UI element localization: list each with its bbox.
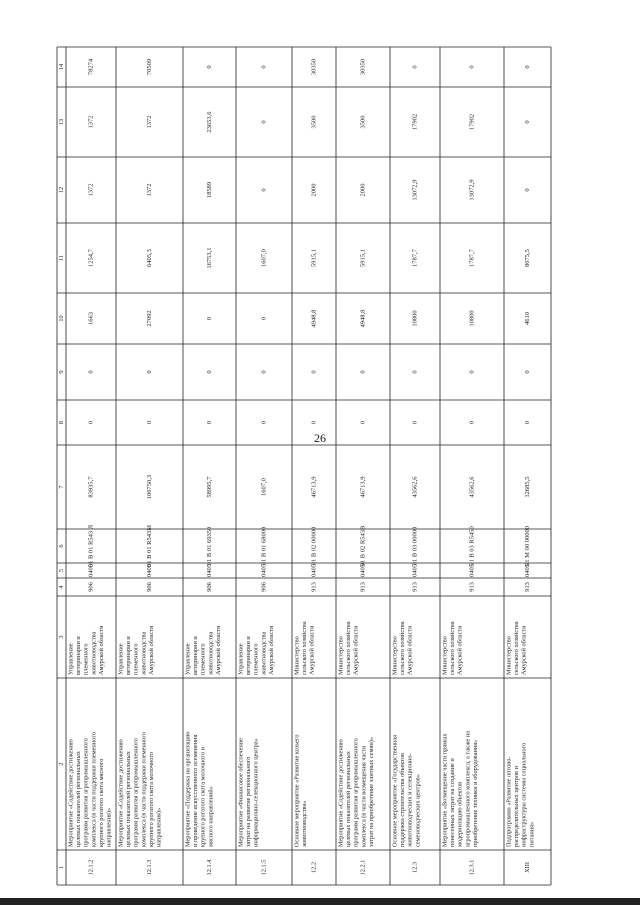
cell-c11: 5915,1 bbox=[359, 249, 367, 267]
row-executor-line: Амурской области bbox=[520, 625, 528, 675]
row-name-line: программ развития агропромышленного bbox=[352, 738, 360, 847]
cell-c11: 1787,7 bbox=[411, 249, 419, 267]
cell-c11: 1254,7 bbox=[87, 249, 95, 267]
row-name-line: комплекса (в части поддержки племенного bbox=[90, 732, 98, 847]
row-executor-line: Амурской области bbox=[406, 625, 414, 675]
cell-c6: 01 М 00 00000 bbox=[523, 526, 531, 566]
cell-c9: 0 bbox=[411, 370, 419, 374]
cell-c5: 0405 bbox=[468, 564, 476, 577]
cell-c6: 01 В 01 R543 Л bbox=[87, 524, 95, 568]
row-executor-line: сельского хозяйства bbox=[449, 621, 457, 675]
cell-c8: 0 bbox=[310, 420, 318, 425]
column-number-8: 8 bbox=[57, 420, 65, 425]
cell-c12: 13072,9 bbox=[411, 179, 419, 201]
row-name-line: животноводческих и селекционно- bbox=[406, 753, 414, 847]
row-name-line: Мероприятие «Возмещение части прямых bbox=[441, 733, 449, 847]
row-executor-line: сельского хозяйства bbox=[345, 621, 353, 675]
column-number-7: 7 bbox=[57, 485, 65, 489]
row-name-line: Мероприятие «Финансовое обеспечение bbox=[237, 738, 245, 847]
row-executor-line: Управление bbox=[117, 643, 125, 675]
row-name-line: Мероприятие «Поддержка на организацию bbox=[184, 731, 192, 847]
column-number-13: 13 bbox=[57, 118, 65, 126]
row-executor-line: Министерство bbox=[505, 636, 513, 675]
cell-c4: 906 bbox=[260, 582, 268, 592]
row-name-line: крупного рогатого скота молочного и bbox=[199, 747, 207, 847]
cell-c9: 0 bbox=[523, 370, 531, 374]
row-executor-line: ветеринарии и bbox=[75, 636, 83, 675]
cell-c5: 0405 bbox=[411, 564, 419, 577]
row-id: 12.3.1 bbox=[468, 859, 476, 876]
row-executor-line: Амурской области bbox=[352, 625, 360, 675]
cell-c9: 0 bbox=[468, 370, 476, 374]
cell-c14: 78274 bbox=[87, 58, 95, 76]
row-name-line: распределительных центров и bbox=[513, 766, 521, 847]
cell-c5: 0405 bbox=[145, 564, 153, 577]
row-executor-line: Министерство bbox=[391, 636, 399, 675]
cell-c7: 83935,7 bbox=[87, 476, 95, 498]
row-executor-line: Амурской области bbox=[147, 625, 155, 675]
cell-c14: 0 bbox=[411, 65, 419, 69]
row-name-line: крупного рогатого скота мясного bbox=[97, 758, 105, 847]
cell-c5: 0405 bbox=[523, 564, 531, 577]
cell-c11: 5915,1 bbox=[310, 249, 318, 267]
row-name-line: целевых показателей региональных bbox=[75, 751, 83, 847]
cell-c5: 0405 bbox=[205, 564, 213, 577]
row-name-line: Мероприятие «Содействие достижению bbox=[337, 739, 345, 847]
row-executor-line: Амурской области bbox=[267, 625, 275, 675]
cell-c8: 0 bbox=[359, 420, 367, 425]
row-id: 12.1.3 bbox=[145, 859, 153, 876]
row-executor-line: Амурской области bbox=[308, 625, 316, 675]
cell-c14: 70509 bbox=[145, 58, 153, 76]
row-executor-line: Управление bbox=[184, 643, 192, 675]
row-name-line: Основное мероприятие «Государственная bbox=[391, 734, 399, 847]
row-id: 12.1.2 bbox=[87, 859, 95, 876]
row-executor-line: Министерство bbox=[337, 636, 345, 675]
cell-c4: 913 bbox=[523, 582, 531, 592]
row-name-line: понесенных затрат на создание и bbox=[449, 758, 457, 847]
cell-c10: 10800 bbox=[468, 310, 476, 327]
cell-c14: 0 bbox=[205, 65, 213, 69]
cell-c13: 1372 bbox=[145, 115, 153, 129]
cell-c5: 0405 bbox=[87, 564, 95, 577]
cell-c10: 0 bbox=[205, 316, 213, 321]
row-id: 12.3 bbox=[411, 861, 419, 874]
cell-c10: 27092 bbox=[145, 310, 153, 327]
row-executor-line: ветеринарии и bbox=[245, 636, 253, 675]
cell-c7: 12685,5 bbox=[523, 476, 531, 498]
row-executor-line: Управление bbox=[67, 643, 75, 675]
row-name-line: программ развития агропромышленного bbox=[82, 738, 90, 847]
row-name-line: информационно-селекционного центра» bbox=[252, 738, 260, 847]
cell-c12: 0 bbox=[523, 188, 531, 192]
row-executor-line: животноводства bbox=[140, 631, 148, 675]
cell-c9: 0 bbox=[87, 370, 95, 374]
cell-c4: 906 bbox=[87, 582, 95, 592]
cell-c12: 2000 bbox=[359, 183, 367, 197]
row-name-line: направления)» bbox=[105, 807, 113, 847]
row-id: XIII bbox=[523, 862, 531, 873]
cell-c13: 0 bbox=[523, 120, 531, 124]
column-number-10: 10 bbox=[57, 315, 65, 322]
row-executor-line: Министерство bbox=[293, 636, 301, 675]
cell-c9: 0 bbox=[310, 370, 318, 374]
row-name-line: семеноводческих центров» bbox=[414, 774, 422, 847]
row-executor-line: ветеринарии и bbox=[125, 636, 133, 675]
cell-c6: 01 В 02 00000 bbox=[310, 526, 318, 566]
cell-c10: 4948,8 bbox=[359, 309, 367, 328]
cell-c7: 43562,6 bbox=[411, 476, 419, 498]
row-name-line: и проведение искусственного осеменения bbox=[192, 734, 200, 847]
row-name-line: питания» bbox=[528, 821, 536, 847]
row-executor-line: племенного bbox=[132, 643, 140, 675]
row-executor-line: животноводства bbox=[207, 631, 215, 675]
cell-c12: 1372 bbox=[145, 183, 153, 197]
cell-c6: 01 В 01 69350 bbox=[205, 526, 213, 566]
cell-c5: 0405 bbox=[359, 564, 367, 577]
cell-c13: 3500 bbox=[359, 115, 367, 129]
cell-c8: 0 bbox=[411, 420, 419, 425]
cell-c14: 30350 bbox=[310, 58, 318, 76]
row-name-line: Мероприятие «Содействие достижению bbox=[67, 739, 75, 847]
row-executor-line: сельского хозяйства bbox=[301, 621, 309, 675]
column-number-14: 14 bbox=[57, 63, 65, 71]
row-name-line: затрат на приобретение элитных семян)» bbox=[367, 737, 375, 847]
row-executor-line: Министерство bbox=[441, 636, 449, 675]
row-name-line: комплекса (в части возмещения части bbox=[360, 745, 368, 847]
cell-c8: 0 bbox=[260, 420, 268, 425]
cell-c5: 0405 bbox=[310, 564, 318, 577]
row-name-line: крупного рогатого скота молочного bbox=[147, 751, 155, 847]
cell-c12: 18589 bbox=[205, 181, 213, 199]
cell-c8: 0 bbox=[145, 420, 153, 425]
cell-c13: 17902 bbox=[468, 113, 476, 131]
cell-c13: 3500 bbox=[310, 115, 318, 129]
cell-c6: 01 В 03 R5450 bbox=[468, 526, 476, 566]
cell-c12: 1372 bbox=[87, 183, 95, 197]
cell-c12: 2000 bbox=[310, 183, 318, 197]
cell-c8: 0 bbox=[87, 420, 95, 425]
row-id: 12.2 bbox=[310, 861, 318, 874]
cell-c11: 6405,3 bbox=[145, 249, 153, 267]
row-executor-line: животноводства bbox=[90, 631, 98, 675]
cell-c11: 1787,7 bbox=[468, 249, 476, 267]
column-number-2: 2 bbox=[57, 762, 65, 766]
cell-c10: 0 bbox=[260, 316, 268, 321]
row-id: 12.1.4 bbox=[205, 859, 213, 876]
row-executor-line: ветеринарии и bbox=[192, 636, 200, 675]
column-number-11: 11 bbox=[57, 254, 65, 262]
row-name-line: приобретение техники и оборудования» bbox=[471, 739, 479, 847]
cell-c7: 43562,6 bbox=[468, 476, 476, 498]
cell-c11: 8075,5 bbox=[523, 249, 531, 267]
cell-c9: 0 bbox=[145, 370, 153, 374]
row-executor-line: племенного bbox=[82, 643, 90, 675]
cell-c4: 906 bbox=[205, 582, 213, 592]
cell-c8: 0 bbox=[523, 420, 531, 425]
row-name-line: программ развития агропромышленного bbox=[132, 738, 140, 847]
row-executor-line: сельского хозяйства bbox=[399, 621, 407, 675]
row-name-line: затрат на развитие регионального bbox=[245, 756, 253, 847]
row-executor-line: племенного bbox=[199, 643, 207, 675]
cell-c4: 913 bbox=[468, 582, 476, 592]
column-number-3: 3 bbox=[57, 635, 65, 639]
cell-c14: 30350 bbox=[359, 58, 367, 76]
cell-c13: 17902 bbox=[411, 113, 419, 131]
row-id: 12.2.1 bbox=[359, 859, 367, 876]
row-name-line: Подпрограмма «Развитие оптово- bbox=[505, 756, 513, 847]
cell-c10: 1663 bbox=[87, 312, 95, 325]
row-name-line: инфраструктуры системы социального bbox=[520, 742, 528, 847]
row-id: 12.1.5 bbox=[260, 859, 268, 876]
cell-c6: 01 В 01 R543М bbox=[145, 524, 153, 568]
cell-c7: 1607,0 bbox=[260, 478, 268, 496]
row-executor-line: племенного bbox=[252, 643, 260, 675]
row-name-line: агропромышленного комплекса, а также на bbox=[464, 731, 472, 847]
cell-c14: 0 bbox=[523, 65, 531, 69]
cell-c10: 4610 bbox=[523, 312, 531, 325]
cell-c8: 0 bbox=[468, 420, 476, 425]
cell-c6: 01 В 02 R543В bbox=[359, 525, 367, 567]
row-executor-line: Амурской области bbox=[214, 625, 222, 675]
row-name-line: комплекса (в части поддержки племенного bbox=[140, 732, 148, 847]
row-name-line: поддержка строительства объектов bbox=[399, 752, 407, 847]
row-executor-line: Амурской области bbox=[97, 625, 105, 675]
cell-c5: 0405 bbox=[260, 564, 268, 577]
column-number-1: 1 bbox=[57, 865, 65, 870]
row-name-line: целевых показателей региональных bbox=[125, 751, 133, 847]
column-number-5: 5 bbox=[57, 568, 65, 573]
row-name-line: животноводства» bbox=[301, 800, 309, 847]
column-number-9: 9 bbox=[57, 370, 65, 374]
cell-c12: 0 bbox=[260, 188, 268, 192]
cell-c13: 0 bbox=[260, 120, 268, 124]
cell-c6: 01 В 03 00000 bbox=[411, 526, 419, 566]
row-name-line: целевых показателей региональных bbox=[345, 751, 353, 847]
row-name-line: направления)» bbox=[155, 807, 163, 847]
cell-c11: 16753,1 bbox=[205, 247, 213, 269]
cell-c14: 0 bbox=[260, 65, 268, 69]
row-name-line: Основное мероприятие «Развитие козьего bbox=[293, 734, 301, 847]
row-executor-line: Амурской области bbox=[456, 625, 464, 675]
cell-c7: 106750,3 bbox=[145, 474, 153, 500]
cell-c9: 0 bbox=[205, 370, 213, 374]
cell-c14: 0 bbox=[468, 65, 476, 69]
cell-c6: 01 В 01 68000 bbox=[260, 526, 268, 566]
cell-c7: 58995,7 bbox=[205, 476, 213, 498]
cell-c10: 10800 bbox=[411, 310, 419, 327]
cell-c4: 906 bbox=[145, 582, 153, 592]
cell-c10: 4948,8 bbox=[310, 309, 318, 328]
row-executor-line: животноводства bbox=[260, 631, 268, 675]
cell-c8: 0 bbox=[205, 420, 213, 425]
row-name-line: модернизацию объектов bbox=[456, 781, 464, 847]
row-executor-line: Управление bbox=[237, 643, 245, 675]
row-executor-line: сельского хозяйства bbox=[513, 621, 521, 675]
table-content bbox=[58, 58, 535, 875]
cell-c12: 13072,9 bbox=[468, 179, 476, 201]
cell-c13: 23653,6 bbox=[205, 111, 213, 133]
cell-c4: 913 bbox=[359, 582, 367, 592]
scan-edge bbox=[0, 898, 640, 905]
cell-c11: 1607,0 bbox=[260, 249, 268, 267]
row-name-line: Мероприятие «Содействие достижению bbox=[117, 739, 125, 847]
column-number-12: 12 bbox=[57, 186, 65, 194]
page-number: 26 bbox=[314, 431, 326, 445]
cell-c4: 913 bbox=[411, 582, 419, 592]
cell-c13: 1372 bbox=[87, 115, 95, 129]
cell-c7: 46713,9 bbox=[310, 476, 318, 498]
row-name-line: мясного направлений» bbox=[207, 786, 215, 847]
cell-c4: 913 bbox=[310, 582, 318, 592]
cell-c9: 0 bbox=[260, 370, 268, 374]
column-number-6: 6 bbox=[57, 544, 65, 548]
cell-c7: 46713,9 bbox=[359, 476, 367, 498]
column-number-4: 4 bbox=[57, 585, 65, 589]
cell-c9: 0 bbox=[359, 370, 367, 374]
